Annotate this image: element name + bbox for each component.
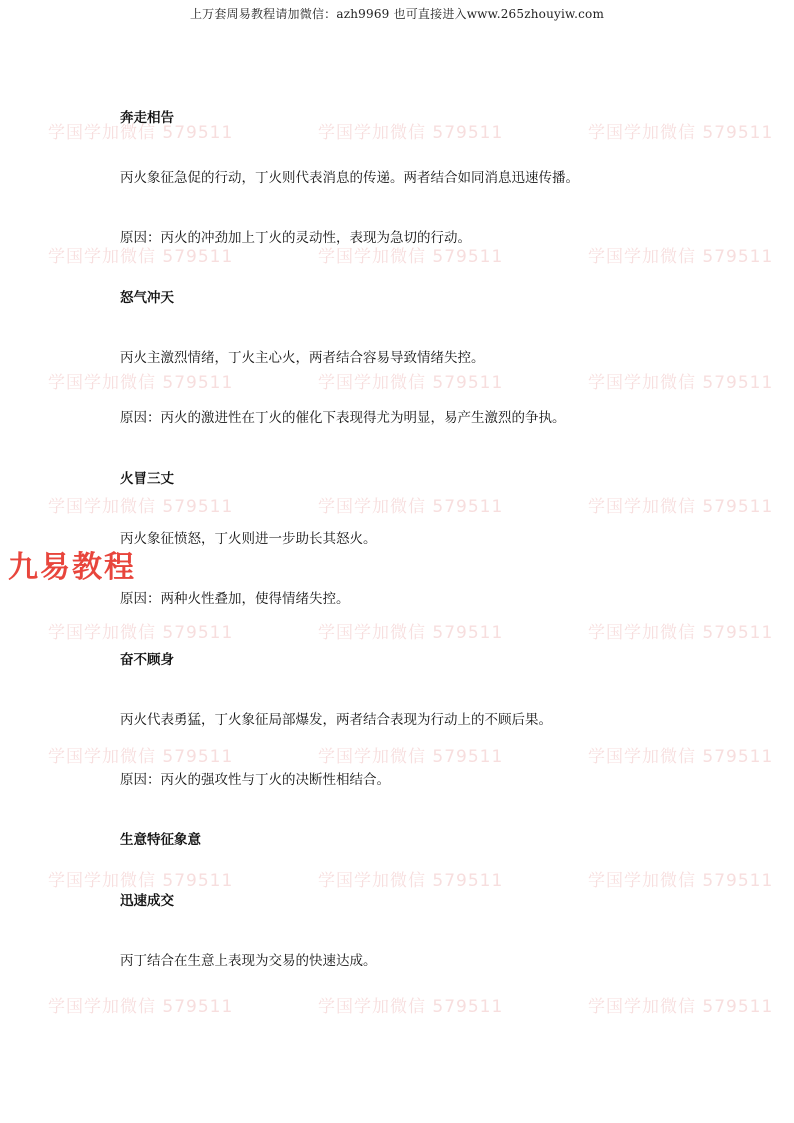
brand-logo: 九易教程 [8,550,136,585]
watermark: 学国学加微信 579511 [588,123,774,143]
section-title: 奋不顾身 [120,652,174,668]
watermark: 学国学加微信 579511 [588,871,774,891]
watermark: 学国学加微信 579511 [588,997,774,1017]
section-reason: 原因：丙火的强攻性与丁火的决断性相结合。 [120,772,390,788]
section-reason: 原因：丙火的冲劲加上丁火的灵动性，表现为急切的行动。 [120,230,471,246]
watermark: 学国学加微信 579511 [588,373,774,393]
watermark: 学国学加微信 579511 [588,497,774,517]
watermark: 学国学加微信 579511 [48,623,234,643]
section-reason: 原因：丙火的激进性在丁火的催化下表现得尤为明显，易产生激烈的争执。 [120,410,566,426]
watermark: 学国学加微信 579511 [48,871,234,891]
watermark: 学国学加微信 579511 [318,997,504,1017]
watermark: 学国学加微信 579511 [318,373,504,393]
watermark: 学国学加微信 579511 [48,373,234,393]
section-description: 丙火象征急促的行动，丁火则代表消息的传递。两者结合如同消息迅速传播。 [120,170,579,186]
section-title: 火冒三丈 [120,471,174,487]
watermark: 学国学加微信 579511 [318,871,504,891]
business-description: 丙丁结合在生意上表现为交易的快速达成。 [120,953,377,969]
page-header: 上万套周易教程请加微信：azh9969 也可直接进入www.265zhouyiw.com [189,7,605,21]
section-description: 丙火象征愤怒，丁火则进一步助长其怒火。 [120,531,377,547]
watermark: 学国学加微信 579511 [318,623,504,643]
section-title: 怒气冲天 [120,290,174,306]
section-title: 奔走相告 [120,110,174,126]
watermark: 学国学加微信 579511 [48,247,234,267]
watermark: 学国学加微信 579511 [588,623,774,643]
watermark: 学国学加微信 579511 [48,497,234,517]
business-heading: 生意特征象意 [120,832,201,848]
section-reason: 原因：两种火性叠加，使得情绪失控。 [120,591,350,607]
watermark: 学国学加微信 579511 [48,747,234,767]
watermark: 学国学加微信 579511 [318,247,504,267]
watermark: 学国学加微信 579511 [48,123,234,143]
business-title: 迅速成交 [120,893,174,909]
watermark: 学国学加微信 579511 [588,247,774,267]
watermark: 学国学加微信 579511 [588,747,774,767]
watermark: 学国学加微信 579511 [318,747,504,767]
watermark: 学国学加微信 579511 [318,497,504,517]
section-description: 丙火代表勇猛，丁火象征局部爆发，两者结合表现为行动上的不顾后果。 [120,712,552,728]
section-description: 丙火主激烈情绪，丁火主心火，两者结合容易导致情绪失控。 [120,350,485,366]
watermark: 学国学加微信 579511 [48,997,234,1017]
watermark: 学国学加微信 579511 [318,123,504,143]
